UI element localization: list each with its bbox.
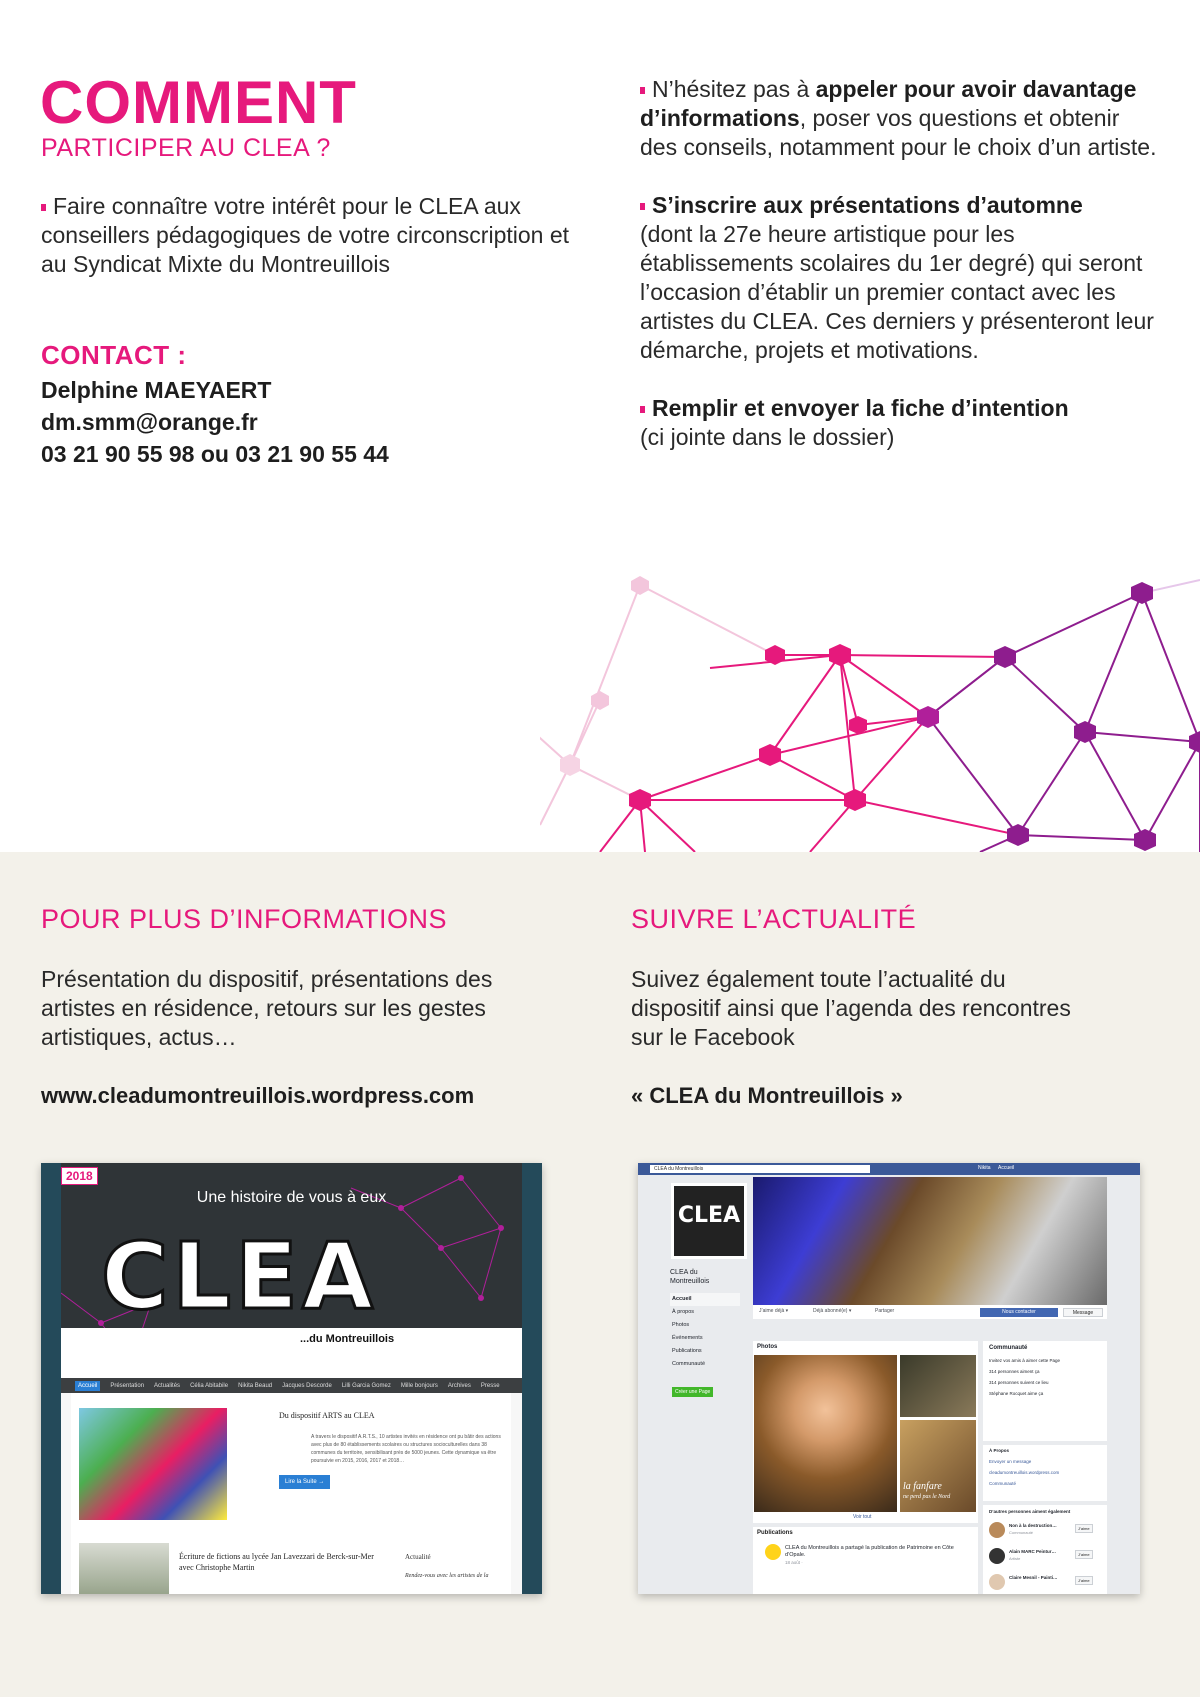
step-register: S’inscrire aux présentations d’automne (dont la 27e heure artistique pour les établissements scolaires du 1er degré) qui seront l’occasion d’établir un premier contact avec les artistes du CLEA. Ces derniers y présenteront leur démarche, projets et motivations. [640,192,1154,363]
fb-community-item: 314 personnes suivent ce lieu [989,1380,1049,1385]
fb-publications-card [753,1527,978,1594]
site-nav-item[interactable]: Mille bonjours [400,1382,438,1389]
bullet-icon [41,204,46,211]
fb-share-button[interactable]: Partager [875,1308,895,1314]
post-excerpt: A travers le dispositif A.R.T.S., 10 artistes invités en résidence ont pu bâtir des actions avec plus de 80 établissements scolaires ou structures socioculturelles dans 38 communes du territoire, sensibilisant près de 5000 jeunes. Cette dynamique va être poursuivie en 2015, 2016, 2017 et 2018… [311,1434,501,1464]
fb-suggestion-name[interactable]: Alain MARC Peintur… [1009,1549,1057,1554]
fb-nav-item[interactable]: À propos [672,1309,695,1315]
intro-text: Faire connaître votre intérêt pour le CLEA aux conseillers pédagogiques de votre circonscription et au Syndicat Mixte du Montreuillois [41,193,570,277]
avatar [989,1522,1005,1538]
fb-home-link[interactable]: Accueil [998,1165,1015,1171]
fb-nav-item[interactable]: Photos [672,1322,690,1328]
fb-profile-picture: CLEA [671,1183,747,1259]
site-year-badge: 2018 [61,1167,98,1185]
news-title: SUIVRE L’ACTUALITÉ [631,904,917,934]
website-link[interactable]: www.cleadumontreuillois.wordpress.com [41,1083,475,1108]
post2-teaser: Rendez-vous avec les artistes de la [405,1573,489,1579]
contact-block [41,374,389,470]
read-more-button[interactable]: Lire la Suite → [279,1475,330,1489]
fb-about-item[interactable]: cleadumontreuillois.wordpress.com [989,1470,1060,1475]
fb-topbar [638,1163,1140,1175]
fb-suggestions-title: D’autres personnes aiment également [989,1509,1071,1514]
fb-left-nav [670,1293,740,1371]
fb-about-card [983,1445,1107,1501]
fb-suggestion-like-button[interactable]: J’aime [1075,1524,1093,1533]
site-nav-item[interactable]: Jacques Descorde [282,1382,332,1389]
fb-photo[interactable] [900,1355,976,1417]
site-logo-sub: ...du Montreuillois [296,1333,398,1345]
fb-suggestion-like-button[interactable]: J’aime [1075,1576,1093,1585]
fb-post-text: CLEA du Montreuillois a partagé la publication de Patrimoine en Côte d’Opale. [785,1545,954,1558]
fb-nav-item[interactable]: Événements [672,1335,703,1341]
fb-message-button[interactable]: Message [1063,1308,1103,1317]
fb-photo-caption-sub: ne perd pas le Nord [903,1494,951,1500]
fb-like-button[interactable]: J’aime déjà ▾ [759,1308,789,1314]
page-subtitle: PARTICIPER AU CLEA ? [41,134,331,162]
site-nav [61,1378,522,1393]
steps-column [640,75,1160,481]
fb-photo[interactable] [754,1355,897,1512]
fb-nav-item[interactable]: Accueil [670,1293,740,1306]
post2-category: Actualité [405,1553,431,1561]
fb-suggestions-card [983,1505,1107,1594]
facebook-link[interactable]: « CLEA du Montreuillois » [631,1083,903,1108]
fb-contact-button[interactable]: Nous contacter [980,1308,1058,1317]
fb-about-title: À Propos [989,1448,1010,1453]
fb-community-item: Stéphane Rocquet aime ça [989,1391,1044,1396]
site-nav-item[interactable]: Archives [447,1382,471,1389]
fb-search-input[interactable]: CLEA du Montreuillois [650,1165,870,1173]
fb-create-page-button[interactable]: Créer une Page [672,1387,713,1397]
bullet-icon [640,406,645,413]
fb-suggestion-row [983,1518,1107,1544]
fb-about-item[interactable]: Communauté [989,1481,1017,1486]
fb-photo-caption: la fanfare [903,1481,942,1492]
site-nav-item[interactable]: Célia Abitabile [190,1382,229,1389]
fb-suggestion-row [983,1570,1107,1594]
fb-suggestion-category: Artiste [1009,1556,1021,1561]
contact-label: CONTACT : [41,340,187,370]
fb-community-item: 314 personnes aiment ça [989,1369,1040,1374]
fb-suggestion-name[interactable]: Claire Mesnil - Painti… [1009,1575,1058,1580]
fb-follow-button[interactable]: Déjà abonné(e) ▾ [813,1308,852,1314]
fb-community-title: Communauté [989,1345,1028,1351]
fb-page-name: CLEA du Montreuillois [670,1269,710,1285]
site-nav-item[interactable]: Presse [480,1382,500,1389]
fb-post-avatar [765,1544,781,1560]
fb-nav-item[interactable]: Communauté [672,1361,706,1367]
fb-suggestion-name[interactable]: Non à la destruction… [1009,1523,1057,1528]
site-nav-item[interactable]: Accueil [75,1381,100,1391]
fb-cover-photo [753,1177,1107,1305]
contact-email[interactable]: dm.smm@orange.fr [41,409,258,435]
avatar [989,1548,1005,1564]
bullet-icon [640,87,645,94]
info-text: Présentation du dispositif, présentations des artistes en résidence, retours sur les gestes artistiques, actus… [41,966,493,1050]
contact-phone: 03 21 90 55 98 ou 03 21 90 55 44 [41,441,389,467]
avatar [989,1574,1005,1590]
page-title: COMMENT [40,69,357,136]
fb-see-all-link[interactable]: Voir tout [853,1514,872,1520]
fb-user-name[interactable]: Nikita [978,1165,991,1171]
site-nav-item[interactable]: Présentation [110,1382,145,1389]
post2-title[interactable]: Écriture de fictions au lycée Jan Lavezzari de Berck-sur-Mer avec Christophe Martin [179,1552,374,1572]
site-tagline: Une histoire de vous à eux [196,1189,387,1206]
intro-paragraph [41,192,581,279]
fb-suggestion-category: Communauté [1009,1530,1034,1535]
fb-photos-title: Photos [757,1344,778,1350]
fb-suggestion-like-button[interactable]: J’aime [1075,1550,1093,1559]
info-title: POUR PLUS D’INFORMATIONS [41,904,448,934]
fb-community-card [983,1341,1107,1441]
facebook-screenshot [638,1163,1140,1594]
post-title[interactable]: Du dispositif ARTS au CLEA [279,1411,375,1420]
site-nav-item[interactable]: Nikita Beaud [238,1382,273,1389]
site-nav-item[interactable]: Lilli Garcia Gomez [341,1382,391,1389]
fb-suggestion-row [983,1544,1107,1570]
website-screenshot [41,1163,542,1594]
site-content [71,1393,511,1594]
fb-post-date: 18 août · [785,1560,803,1565]
site-nav-item[interactable]: Actualités [154,1382,181,1389]
step-call: N’hésitez pas à appeler pour avoir davantage d’informations, poser vos questions et obtenir des conseils, notamment pour le choix d’un artiste. [640,76,1157,160]
news-text: Suivez également toute l’actualité du dispositif ainsi que l’agenda des rencontres sur le Facebook [631,966,1071,1050]
post2-thumbnail [79,1543,169,1594]
contact-name: Delphine MAEYAERT [41,377,272,403]
fb-photos-card [753,1341,978,1523]
fb-community-item[interactable]: Invitez vos amis à aimer cette Page [989,1358,1061,1363]
fb-about-item[interactable]: Envoyer un message [989,1459,1032,1464]
site-logo: CLEA [101,1223,378,1330]
network-decoration-icon [540,560,1200,852]
step-form: Remplir et envoyer la fiche d’intention (ci jointe dans le dossier) [640,395,1069,450]
post-thumbnail [79,1408,227,1520]
fb-publications-title: Publications [757,1530,793,1536]
fb-nav-item[interactable]: Publications [672,1348,702,1354]
bullet-icon [640,203,645,210]
